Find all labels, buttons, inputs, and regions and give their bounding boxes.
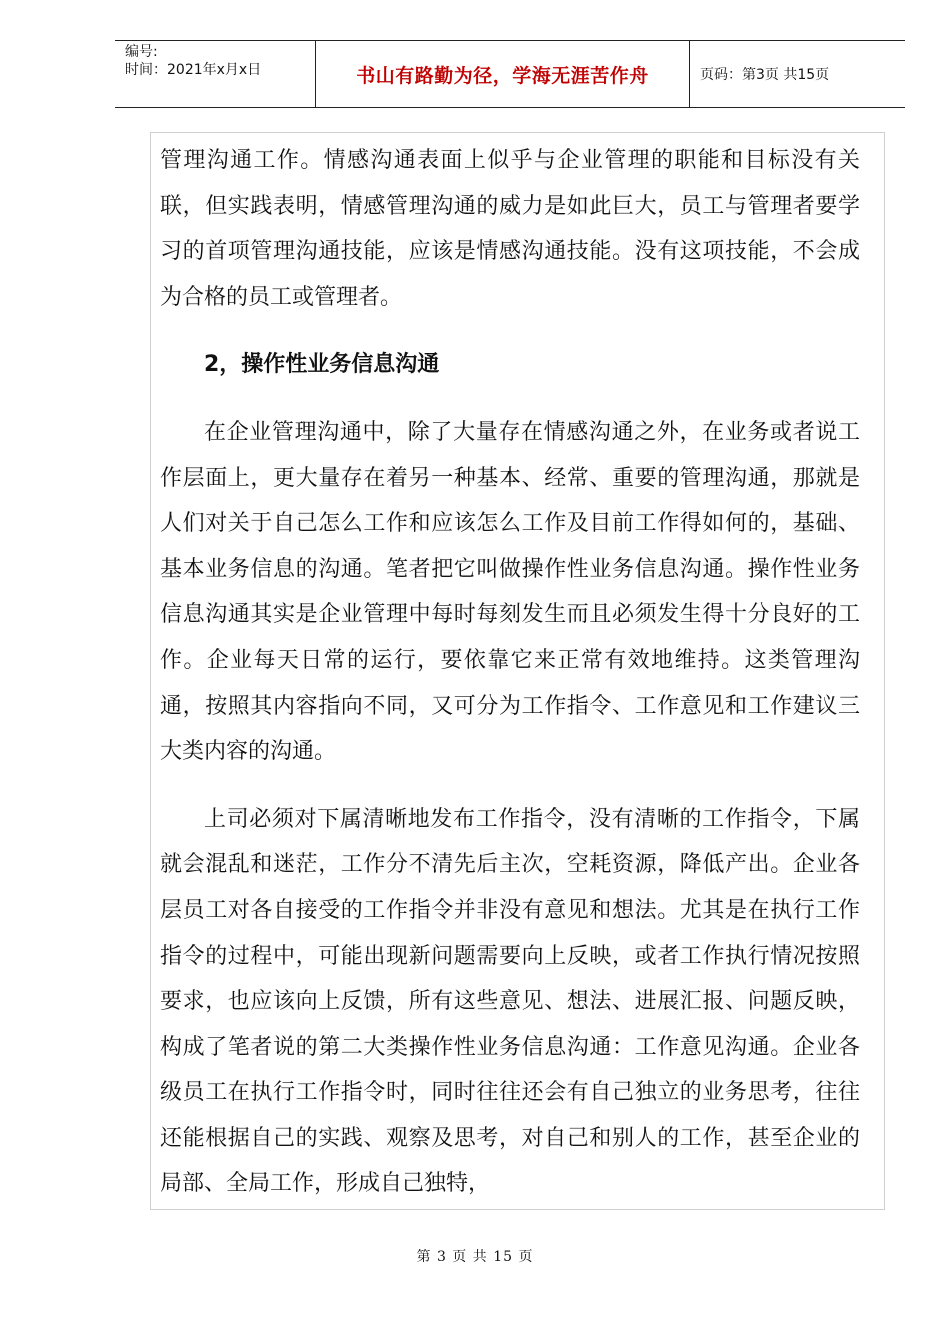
- page-footer: 第 3 页 共 15 页: [416, 1249, 534, 1265]
- paragraph-2: 在企业管理沟通中，除了大量存在情感沟通之外，在业务或者说工作层面上，更大量存在着另一种基本、经常、重要的管理沟通，那就是人们对关于自己怎么工作和应该怎么工作及目前工作得如何的，基础、基本业务信息的沟通。笔者把它叫做操作性业务信息沟通。操作性业务信息沟通其实是企业管理中每时每刻发生而且必须发生得十分良好的工作。企业每天日常的运行，要依靠它来正常有效地维持。这类管理沟通，按照其内容指向不同，又可分为工作指令、工作意见和工作建议三大类内容的沟通。: [160, 419, 860, 765]
- header-page-info: 页码：第3页 共15页: [700, 67, 830, 83]
- paragraph-3: 上司必须对下属清晰地发布工作指令，没有清晰的工作指令，下属就会混乱和迷茫，工作分不清先后主次，空耗资源，降低产出。企业各层员工对各自接受的工作指令并非没有意见和想法。尤其是在执行工作指令的过程中，可能出现新问题需要向上反映，或者工作执行情况按照要求，也应该向上反馈，所有这些意见、想法、进展汇报、问题反映，构成了笔者说的第二大类操作性业务信息沟通：工作意见沟通。企业各级员工在执行工作指令时，同时往往还会有自己独立的业务思考，往往还能根据自己的实践、观察及思考，对自己和别人的工作，甚至企业的局部、全局工作，形成自己独特，: [160, 806, 860, 1197]
- section-heading: 2，操作性业务信息沟通: [204, 352, 440, 378]
- serial-label: 编号:: [125, 44, 158, 60]
- time-label: 时间：2021年x月x日: [125, 62, 262, 78]
- header-motto: 书山有路勤为径，学海无涯苦作舟: [315, 41, 690, 107]
- paragraph-1: 管理沟通工作。情感沟通表面上似乎与企业管理的职能和目标没有关联，但实践表明，情感管理沟通的威力是如此巨大，员工与管理者要学习的首项管理沟通技能，应该是情感沟通技能。没有这项技能，不会成为合格的员工或管理者。: [160, 148, 860, 310]
- page-header: [115, 40, 905, 108]
- header-meta: [115, 41, 315, 107]
- document-body: [160, 138, 860, 1207]
